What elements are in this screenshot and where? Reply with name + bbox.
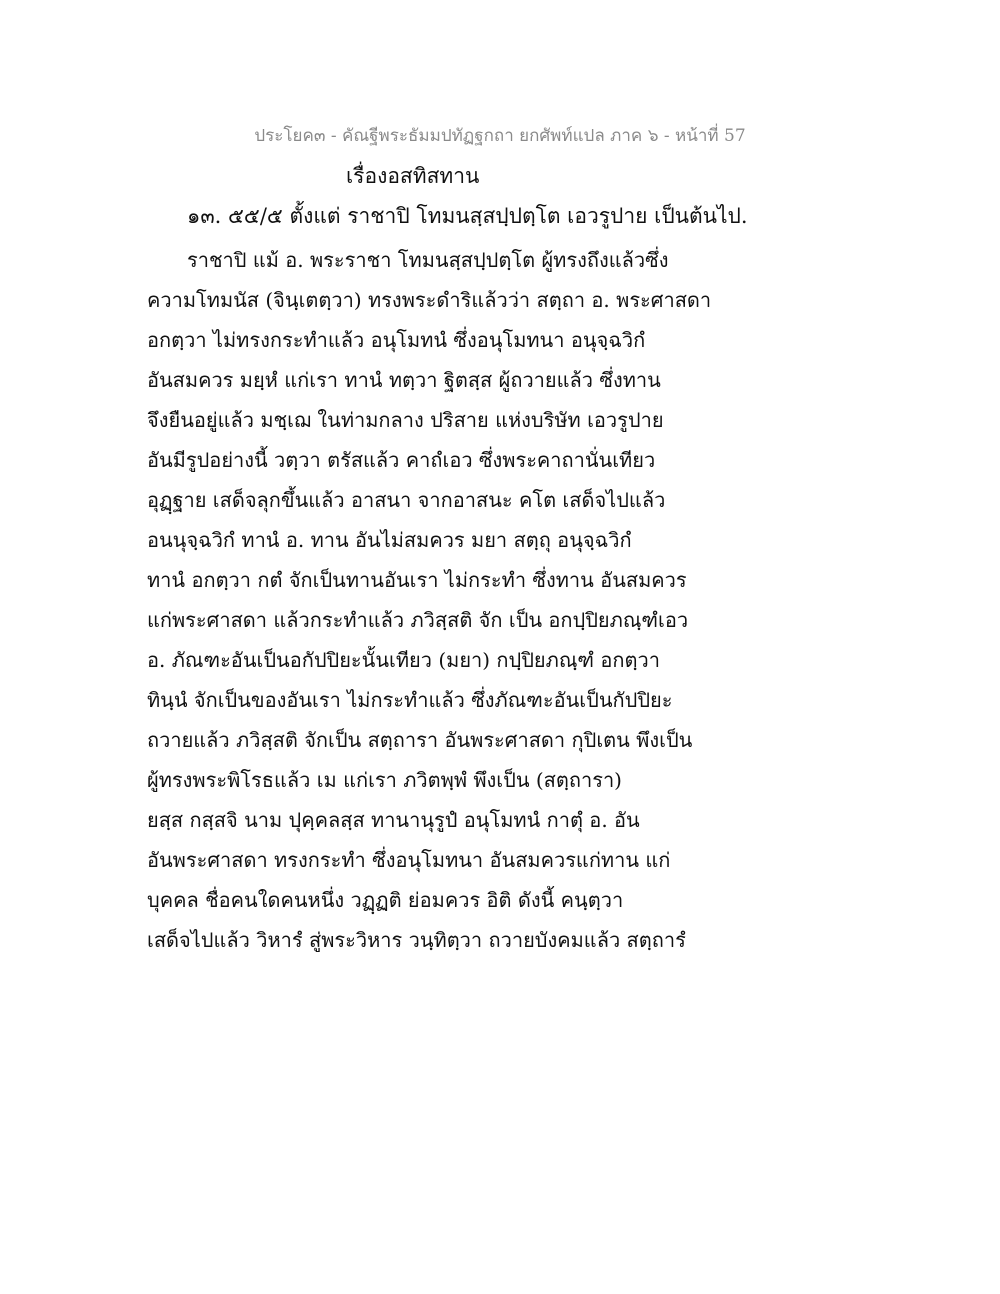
text-line: ยสฺส กสฺสจิ นาม ปุคฺคลสฺส ทานานุรูปํ อนุโมทนํ กาตุํ อ. อัน: [147, 808, 640, 832]
text-line: ทินฺนํ จักเป็นของอันเรา ไม่กระทำแล้ว ซึ่งภัณฑะอันเป็นกัปปิยะ: [147, 688, 673, 712]
running-header: [0, 122, 1000, 149]
text-line: อันสมควร มยฺหํ แก่เรา ทานํ ทตฺวา ฐิตสฺส ผู้ถวายแล้ว ซึ่งทาน: [147, 368, 661, 392]
text-line: บุคคล ชื่อคนใดคนหนึ่ง วฏฺฏติ ย่อมควร อิติ ดังนี้ คนฺตฺวา: [147, 888, 624, 912]
running-header-text: ประโยค๓ - คัณฐีพระธัมมปทัฏฐกถา ยกศัพท์แปล ภาค ๖ - หน้าที่ 57: [254, 126, 746, 146]
text-line: อกตฺวา ไม่ทรงกระทำแล้ว อนุโมทนํ ซึ่งอนุโมทนา อนุจฺฉวิกํ: [147, 328, 646, 352]
body-text: [147, 240, 712, 960]
text-line: แก่พระศาสดา แล้วกระทำแล้ว ภวิสฺสติ จัก เป็น อกปฺปิยภณฺฑํเอว: [147, 608, 689, 632]
text-line: อ. ภัณฑะอันเป็นอกัปปิยะนั้นเทียว (มยา) กปฺปิยภณฺฑํ อกตฺวา: [147, 648, 660, 672]
text-line: เสด็จไปแล้ว วิหารํ สู่พระวิหาร วนฺทิตฺวา ถวายบังคมแล้ว สตฺถารํ: [147, 928, 686, 952]
text-line: ทานํ อกตฺวา กตํ จักเป็นทานอันเรา ไม่กระทำ ซึ่งทาน อันสมควร: [147, 568, 687, 592]
text-line: อนนุจฺฉวิกํ ทานํ อ. ทาน อันไม่สมควร มยา สตฺถุ อนุจฺฉวิกํ: [147, 528, 632, 552]
text-line: ราชาปิ แม้ อ. พระราชา โทมนสฺสปฺปตฺโต ผู้ทรงถึงแล้วซึ่ง: [187, 248, 669, 272]
text-line: จึงยืนอยู่แล้ว มชฺเฌ ในท่ามกลาง ปริสาย แห่งบริษัท เอวรูปาย: [147, 408, 664, 432]
text-line: อุฏฺฐาย เสด็จลุกขึ้นแล้ว อาสนา จากอาสนะ คโต เสด็จไปแล้ว: [147, 488, 666, 512]
text-line: ผู้ทรงพระพิโรธแล้ว เม แก่เรา ภวิตพฺพํ พึงเป็น (สตฺถารา): [147, 768, 622, 792]
section-heading: ๑๓. ๕๕/๕ ตั้งแต่ ราชาปิ โทมนสฺสปฺปตฺโต เอวรูปาย เป็นต้นไป.: [187, 204, 748, 228]
text-line: ถวายแล้ว ภวิสฺสติ จักเป็น สตฺถารา อันพระศาสดา กุปิเตน พึงเป็น: [147, 728, 693, 752]
story-title: เรื่องอสทิสทาน: [346, 164, 480, 188]
text-line: อันมีรูปอย่างนี้ วตฺวา ตรัสแล้ว คาถํเอว ซึ่งพระคาถานั่นเทียว: [147, 448, 656, 472]
text-line: ความโทมนัส (จินฺเตตฺวา) ทรงพระดำริแล้วว่า สตฺถา อ. พระศาสดา: [147, 288, 712, 312]
text-line: อันพระศาสดา ทรงกระทำ ซึ่งอนุโมทนา อันสมควรแก่ทาน แก่: [147, 848, 671, 872]
